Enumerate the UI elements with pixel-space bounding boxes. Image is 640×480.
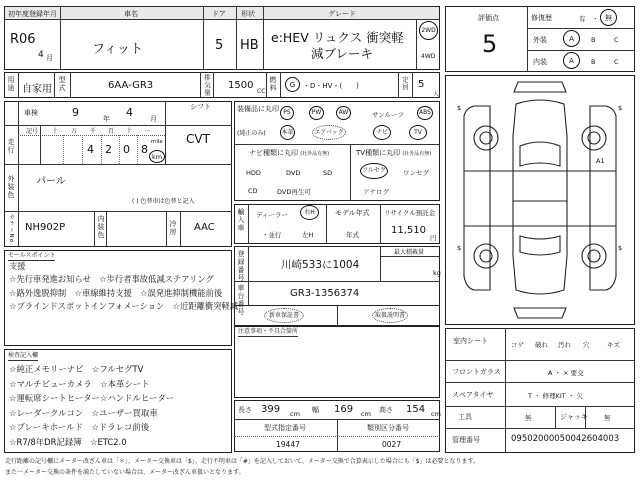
load-label: 最大積載量: [394, 249, 425, 256]
ac-value: AAC: [194, 222, 215, 233]
exterior-color-label: 外装色: [7, 175, 15, 199]
mileage-label: 走行: [7, 138, 15, 154]
first-reg-month-unit: 月: [46, 54, 53, 62]
new-warranty-circle: 新車保証書: [264, 308, 304, 323]
selling-point-2: ☆先行車発進お知らせ ☆歩行者事故低減ステアリング: [9, 274, 214, 285]
doors-label: ドア: [212, 10, 226, 18]
mileage-unit-1: 十: [52, 128, 59, 135]
height-value: 154: [406, 404, 426, 415]
import-left-hand: 左H: [302, 231, 314, 239]
score-value: 5: [482, 30, 498, 58]
height-unit: cm: [431, 410, 441, 418]
width-label: 幅: [312, 406, 319, 414]
length-label: 長さ: [238, 406, 252, 414]
interior-grade-a-circle: A: [563, 52, 580, 69]
inspector-note-4: ☆レーダークルコン ☆ユーザー買取車: [9, 407, 158, 418]
notes-label: 注意事項・不具合箇所: [238, 328, 299, 335]
seat-burn: コゲ: [511, 341, 524, 349]
mileage-mile-label: mile: [151, 139, 163, 145]
seat-dirt: 汚れ: [558, 341, 571, 349]
mileage-unit-3: 千: [90, 128, 97, 135]
mileage-digit-1: 4: [87, 143, 94, 156]
car-outline-svg: [446, 76, 634, 324]
first-reg-year: R06: [10, 32, 36, 47]
registration-label: 登録番号: [237, 250, 245, 282]
repair-history-label: 修復歴: [531, 14, 552, 22]
seat-hole: 穴: [583, 341, 590, 349]
mileage-digit-3: 0: [123, 143, 130, 156]
seat-tear: 破れ: [535, 341, 548, 349]
recycle-label: リサイクル預託金: [384, 209, 436, 217]
interior-grade-label: 内装: [533, 58, 547, 66]
repair-sep: ・: [592, 15, 599, 23]
inspection-label: 車検: [24, 109, 38, 117]
model-label: 型式: [58, 76, 66, 92]
drive-2wd-circle: 2WD: [419, 21, 438, 40]
inspector-note-5: ☆ブレーキホールド ☆ドラレコ前後: [9, 422, 150, 432]
mileage-unit-5: 十: [126, 128, 133, 135]
displacement-unit: CC: [257, 88, 266, 95]
selling-point-4: ☆ブラインドスポットインフォメーション ☆近距離衝突軽減: [9, 301, 239, 312]
interior-grade-b: B: [591, 58, 596, 66]
exterior-grade-b: B: [591, 36, 596, 44]
navi-sd: SD: [323, 169, 333, 177]
interior-grade-c: C: [614, 58, 619, 66]
diagram-mark-2: $: [618, 104, 623, 112]
score-label: 評価点: [478, 14, 499, 22]
shape-value: HB: [240, 38, 259, 53]
class-number-value: 0027: [382, 440, 402, 449]
equipment-label: 装備品に丸印: [237, 105, 279, 113]
equip-abs: ABS: [417, 106, 433, 120]
color-no-label: カラーNo.: [8, 214, 14, 246]
mileage-km-circle: km: [149, 150, 165, 163]
repair-yes: 有: [579, 15, 586, 23]
inspector-note-6: ☆R7/8年DR記録簿 ☆ETC2.0: [9, 436, 127, 447]
shape-label: 形状: [241, 10, 255, 18]
equip-aw: AW: [336, 106, 351, 120]
load-unit: kg: [433, 269, 441, 277]
navi-dvd-play: DVD再生可: [277, 188, 311, 196]
type-number-label: 型式指定番号: [264, 424, 306, 432]
spare-tire-label: スペアタイヤ: [452, 391, 494, 399]
import-dealer: ディーラー: [256, 211, 288, 219]
grade-line-1: e:HEV リュクス 衝突軽: [271, 30, 404, 45]
displacement-label: 排気量: [203, 74, 211, 97]
selling-point-1: 支援: [9, 261, 26, 271]
diagram-mark-4: $: [618, 244, 623, 252]
equip-airbag: エアバック: [312, 125, 346, 140]
mileage-digit-2: 2: [105, 143, 112, 156]
displacement-value: 1500: [228, 80, 254, 91]
exterior-grade-a-circle: A: [563, 30, 580, 47]
footer-line-2: また一メーター交換の条件を満たしていない場合は、メーター改ざん車扱いとなります。: [5, 469, 245, 476]
capacity-value: 5: [418, 79, 425, 90]
usage-label: 用途: [7, 76, 15, 92]
equipment-sub: (純正のみ): [237, 130, 266, 137]
tools-label: 工具: [458, 413, 472, 421]
diagram-a1-label: A1: [596, 157, 605, 165]
doors-value: 5: [215, 38, 224, 53]
exterior-color-note: ( ) 色替車は色替と記入: [132, 198, 195, 205]
import-label: 輸入車: [237, 208, 245, 232]
selling-points-title: セールスポイント: [8, 252, 56, 259]
car-name: フィット: [92, 42, 143, 57]
tools-value: 無: [525, 414, 532, 422]
chassis-label: 車台番号: [237, 284, 245, 316]
recycle-value: 11,510: [391, 225, 426, 236]
chassis-value: GR3-1356374: [290, 288, 360, 299]
inspection-month: 4: [126, 106, 133, 119]
width-unit: cm: [361, 410, 371, 418]
jack-label: ジャッキ: [560, 413, 588, 421]
diagram-mark-3: $: [457, 244, 462, 252]
first-reg-label: 初年度登録年月: [8, 10, 57, 18]
tv-analog: アナログ: [363, 188, 389, 196]
import-parallel: ・並行: [262, 231, 282, 239]
import-right-hand-circle: 右H: [300, 205, 319, 220]
usage-value: 自家用: [22, 84, 52, 95]
shift-value: CVT: [186, 132, 210, 146]
management-number-value: 09502000050042604003: [511, 434, 620, 444]
recycle-unit: 円: [430, 234, 437, 242]
selling-points-list: [9, 260, 238, 314]
inspector-notes-title: 検査記入欄: [8, 352, 39, 359]
height-label: 高さ: [379, 406, 393, 414]
equip-tv: TV: [409, 125, 427, 140]
mileage-record-label: 記号: [26, 128, 39, 135]
tv-oneseg: ワンセグ: [403, 169, 429, 177]
type-number-value: 19447: [276, 440, 300, 449]
fuel-label: 燃料: [269, 76, 277, 92]
glass-options: A ・ × 要交: [548, 369, 584, 377]
selling-point-3: ☆路外逸脱抑制 ☆車線維持支援 ☆誤発進抑制機能前後: [9, 287, 223, 298]
tv-title: TV種類に丸印 (社外品有無): [356, 149, 432, 157]
tv-fullseg-circle: フルセグ: [360, 163, 388, 179]
inspection-year: 9: [72, 106, 79, 119]
inspector-note-3: ☆運転席シートヒーター☆ハンドルヒーター: [9, 393, 175, 403]
equip-pw: PW: [309, 106, 324, 120]
mileage-unit-6: 一: [144, 128, 151, 135]
manual-circle: 取扱説明書: [372, 308, 408, 323]
inspector-notes-list: [9, 362, 174, 449]
shift-label: シフト: [190, 103, 211, 111]
spare-tire-options: T ・ 修理KIT ・ 欠: [528, 392, 583, 400]
jack-value: 無: [604, 414, 611, 422]
car-name-label: 車名: [124, 10, 138, 18]
capacity-unit: 人: [433, 91, 440, 98]
model-value: 6AA-GR3: [108, 80, 154, 91]
seat-label: 室内シート: [453, 337, 488, 345]
seat-scratch: キズ: [607, 341, 620, 349]
length-value: 399: [261, 404, 281, 415]
capacity-label: 定員: [401, 76, 409, 91]
mileage-unit-2: 万: [71, 128, 78, 135]
model-year-label: モデル年式: [335, 209, 370, 217]
length-unit: cm: [290, 410, 300, 418]
navi-hdd: HDD: [246, 169, 261, 177]
color-no-value: NH902P: [25, 222, 66, 233]
equip-navi: ナビ: [373, 125, 391, 140]
navi-dvd: DVD: [286, 169, 301, 177]
fuel-options: ・D・HV・( ): [303, 82, 359, 90]
interior-color-label: 内装色: [97, 215, 105, 239]
registration-value: 川崎533に1004: [281, 259, 360, 271]
model-year-unit: 年式: [346, 231, 359, 239]
management-number-label: 管理番号: [452, 436, 480, 444]
exterior-grade-label: 外装: [533, 36, 547, 44]
first-reg-month: 4: [38, 50, 44, 60]
grade-line-2: 減ブレーキ: [311, 46, 374, 61]
equip-ps: PS: [280, 106, 294, 120]
grade-label: グレード: [328, 10, 356, 18]
inspector-note-1: ☆純正メモリーナビ ☆フルセグTV: [9, 364, 144, 374]
class-number-label: 類別区分番号: [367, 424, 409, 432]
mileage-unit-4: 百: [108, 128, 115, 135]
equip-sunroof: サンルーフ: [372, 111, 404, 119]
exterior-color-value: パール: [36, 176, 66, 187]
mileage-digit-4: 8: [141, 143, 148, 156]
navi-title: ナビ種類に丸印 (社外品有無): [249, 149, 330, 157]
inspection-year-unit: 年: [103, 115, 110, 123]
footer-line-1: 走行距離の記号欄にメーター改ざん車は「＊」、メーター交換車は「$」、走行不明車は「#」を記入しておいて、メーター交換で合算表示した場合にも「$」は必要となります。: [5, 458, 480, 465]
inspector-note-2: ☆マルチビューカメラ ☆本革シート: [9, 378, 150, 389]
width-value: 169: [334, 404, 354, 415]
exterior-grade-c: C: [614, 36, 619, 44]
fuel-gasoline-circle: G: [285, 77, 300, 92]
ac-label: 冷房: [169, 220, 177, 236]
inspection-month-unit: 月: [150, 115, 157, 123]
equip-leather: 本革: [280, 125, 295, 140]
glass-label: フロントガラス: [452, 368, 501, 376]
diagram-mark-1: $: [457, 104, 462, 112]
navi-cd: CD: [248, 187, 258, 195]
drive-4wd: 4WD: [421, 53, 436, 60]
repair-no-circle: 無: [600, 9, 617, 26]
